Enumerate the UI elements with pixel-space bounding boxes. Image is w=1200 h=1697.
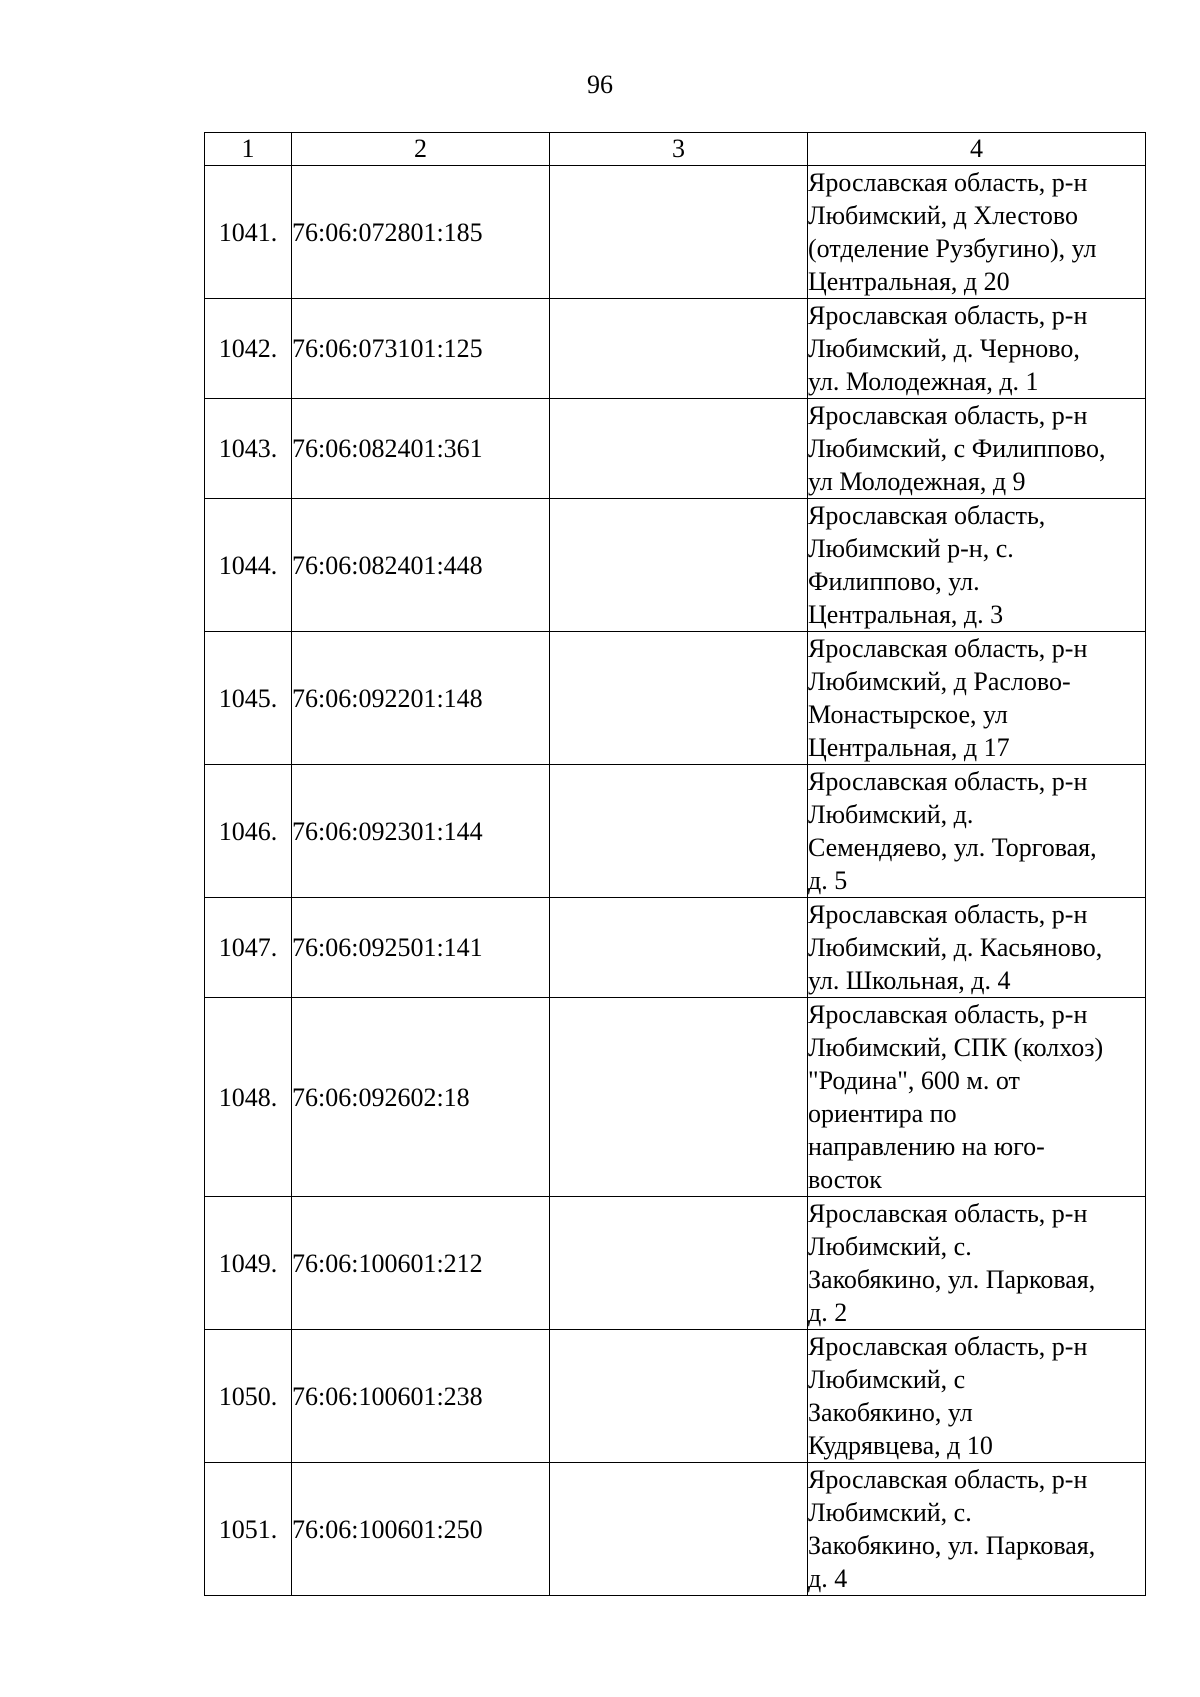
table-row bbox=[205, 299, 1146, 399]
address-cell bbox=[808, 1330, 1146, 1463]
row-number: 1047. bbox=[205, 898, 292, 998]
table-row bbox=[205, 998, 1146, 1197]
address-line: Любимский, с Филиппово, bbox=[808, 434, 1106, 463]
address-line: ориентира по bbox=[808, 1099, 957, 1128]
header-col-4: 4 bbox=[808, 133, 1146, 166]
address-cell bbox=[808, 399, 1146, 499]
address-line: Кудрявцева, д 10 bbox=[808, 1431, 993, 1460]
address-line: "Родина", 600 м. от bbox=[808, 1066, 1020, 1095]
header-col-2: 2 bbox=[292, 133, 550, 166]
address-line: Любимский, с. bbox=[808, 1232, 972, 1261]
row-number: 1041. bbox=[205, 166, 292, 299]
table-row bbox=[205, 632, 1146, 765]
table-row bbox=[205, 1197, 1146, 1330]
cadastral-number: 76:06:092301:144 bbox=[292, 765, 550, 898]
cadastral-number: 76:06:073101:125 bbox=[292, 299, 550, 399]
row-number: 1042. bbox=[205, 299, 292, 399]
address-line: Ярославская область, р-н bbox=[808, 1465, 1088, 1494]
cadastral-number: 76:06:082401:448 bbox=[292, 499, 550, 632]
cadastral-number: 76:06:072801:185 bbox=[292, 166, 550, 299]
address-line: Любимский, с bbox=[808, 1365, 966, 1394]
row-number: 1050. bbox=[205, 1330, 292, 1463]
address-line: Центральная, д 17 bbox=[808, 733, 1010, 762]
row-number: 1045. bbox=[205, 632, 292, 765]
address-line: Филиппово, ул. bbox=[808, 567, 980, 596]
address-line: Ярославская область, р-н bbox=[808, 1000, 1088, 1029]
address-line: Любимский, д. Черново, bbox=[808, 334, 1080, 363]
empty-cell bbox=[550, 1330, 808, 1463]
address-line: Ярославская область, р-н bbox=[808, 767, 1088, 796]
address-line: направлению на юго- bbox=[808, 1132, 1045, 1161]
table-row bbox=[205, 166, 1146, 299]
empty-cell bbox=[550, 632, 808, 765]
page-number: 96 bbox=[587, 70, 613, 99]
table-row bbox=[205, 898, 1146, 998]
cadastral-number: 76:06:082401:361 bbox=[292, 399, 550, 499]
row-number: 1048. bbox=[205, 998, 292, 1197]
empty-cell bbox=[550, 998, 808, 1197]
address-cell bbox=[808, 1463, 1146, 1596]
address-line: ул Молодежная, д 9 bbox=[808, 467, 1026, 496]
address-line: Семендяево, ул. Торговая, bbox=[808, 833, 1097, 862]
cadastral-number: 76:06:100601:212 bbox=[292, 1197, 550, 1330]
empty-cell bbox=[550, 1463, 808, 1596]
row-number: 1044. bbox=[205, 499, 292, 632]
address-line: Ярославская область, р-н bbox=[808, 401, 1088, 430]
address-line: Монастырское, ул bbox=[808, 700, 1008, 729]
address-line: Закобякино, ул bbox=[808, 1398, 973, 1427]
address-line: Любимский, д Хлестово bbox=[808, 201, 1078, 230]
address-line: д. 2 bbox=[808, 1298, 848, 1327]
cadastral-number: 76:06:100601:250 bbox=[292, 1463, 550, 1596]
address-cell bbox=[808, 632, 1146, 765]
address-line: Закобякино, ул. Парковая, bbox=[808, 1531, 1096, 1560]
address-line: Любимский, д. bbox=[808, 800, 974, 829]
address-cell bbox=[808, 765, 1146, 898]
row-number: 1051. bbox=[205, 1463, 292, 1596]
address-line: Ярославская область, р-н bbox=[808, 168, 1088, 197]
address-line: д. 5 bbox=[808, 866, 848, 895]
empty-cell bbox=[550, 166, 808, 299]
address-line: Ярославская область, р-н bbox=[808, 634, 1088, 663]
table-body bbox=[205, 166, 1146, 1596]
address-line: Ярославская область, р-н bbox=[808, 301, 1088, 330]
address-cell bbox=[808, 998, 1146, 1197]
address-line: Ярославская область, bbox=[808, 501, 1046, 530]
header-row bbox=[205, 133, 1146, 166]
cadastral-number: 76:06:100601:238 bbox=[292, 1330, 550, 1463]
empty-cell bbox=[550, 1197, 808, 1330]
table-row bbox=[205, 1330, 1146, 1463]
table-row bbox=[205, 765, 1146, 898]
address-line: Центральная, д 20 bbox=[808, 267, 1010, 296]
empty-cell bbox=[550, 299, 808, 399]
address-line: Ярославская область, р-н bbox=[808, 1332, 1088, 1361]
empty-cell bbox=[550, 898, 808, 998]
address-line: Любимский, с. bbox=[808, 1498, 972, 1527]
table-row bbox=[205, 399, 1146, 499]
registry-table bbox=[204, 132, 1146, 1596]
empty-cell bbox=[550, 399, 808, 499]
address-line: Ярославская область, р-н bbox=[808, 1199, 1088, 1228]
cadastral-number: 76:06:092501:141 bbox=[292, 898, 550, 998]
cadastral-number: 76:06:092201:148 bbox=[292, 632, 550, 765]
address-line: Любимский, д. Касьяново, bbox=[808, 933, 1103, 962]
address-cell bbox=[808, 1197, 1146, 1330]
address-line: Центральная, д. 3 bbox=[808, 600, 1004, 629]
table-header bbox=[205, 133, 1146, 166]
row-number: 1043. bbox=[205, 399, 292, 499]
empty-cell bbox=[550, 765, 808, 898]
header-col-3: 3 bbox=[550, 133, 808, 166]
table-row bbox=[205, 1463, 1146, 1596]
address-line: Любимский р-н, с. bbox=[808, 534, 1014, 563]
row-number: 1046. bbox=[205, 765, 292, 898]
address-line: ул. Молодежная, д. 1 bbox=[808, 367, 1039, 396]
row-number: 1049. bbox=[205, 1197, 292, 1330]
address-cell bbox=[808, 499, 1146, 632]
address-line: д. 4 bbox=[808, 1564, 848, 1593]
header-col-1: 1 bbox=[205, 133, 292, 166]
address-line: Любимский, СПК (колхоз) bbox=[808, 1033, 1104, 1062]
address-line: Ярославская область, р-н bbox=[808, 900, 1088, 929]
table-row bbox=[205, 499, 1146, 632]
empty-cell bbox=[550, 499, 808, 632]
address-cell bbox=[808, 299, 1146, 399]
address-line: (отделение Рузбугино), ул bbox=[808, 234, 1097, 263]
address-line: Любимский, д Раслово- bbox=[808, 667, 1071, 696]
address-cell bbox=[808, 898, 1146, 998]
address-line: Закобякино, ул. Парковая, bbox=[808, 1265, 1096, 1294]
address-cell bbox=[808, 166, 1146, 299]
cadastral-number: 76:06:092602:18 bbox=[292, 998, 550, 1197]
address-line: восток bbox=[808, 1165, 882, 1194]
address-line: ул. Школьная, д. 4 bbox=[808, 966, 1011, 995]
